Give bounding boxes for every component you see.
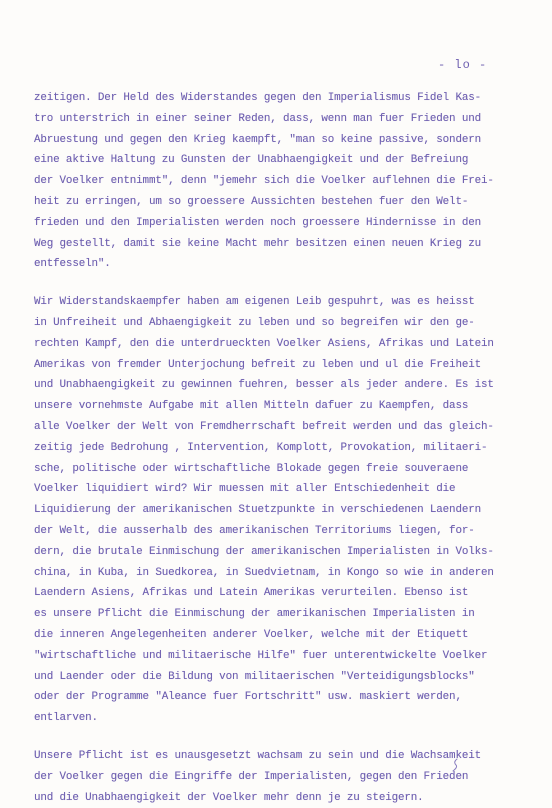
text-line: der Welt, die ausserhalb des amerikanischen Territoriums liegen, for- bbox=[34, 521, 539, 542]
text-line: Abruestung und gegen den Krieg kaempft, "man so keine passive, sondern bbox=[34, 130, 539, 151]
text-line: dern, die brutale Einmischung der amerikanischen Imperialisten in Volks- bbox=[34, 542, 539, 563]
text-line: Voelker liquidiert wird? Wir muessen mit aller Entschiedenheit die bbox=[34, 479, 539, 500]
text-line: Weg gestellt, damit sie keine Macht mehr besitzen einen neuen Krieg zu bbox=[34, 234, 539, 255]
text-line: entfesseln". bbox=[34, 254, 539, 275]
text-line: in Unfreiheit und Abhaengigkeit zu leben und so begreifen wir den ge- bbox=[34, 313, 539, 334]
text-line: der Voelker gegen die Eingriffe der Imperialisten, gegen den Frieden bbox=[34, 767, 539, 788]
text-line: und die Unabhaengigkeit der Voelker mehr denn je zu steigern. bbox=[34, 788, 539, 808]
text-line: Wir Widerstandskaempfer haben am eigenen Leib gespuhrt, was es heisst bbox=[34, 292, 539, 313]
text-line: unsere vornehmste Aufgabe mit allen Mitteln dafuer zu Kaempfen, dass bbox=[34, 396, 539, 417]
text-line: es unsere Pflicht die Einmischung der amerikanischen Imperialisten in bbox=[34, 604, 539, 625]
text-line: alle Voelker der Welt von Fremdherrschaft befreit werden und das gleich- bbox=[34, 417, 539, 438]
text-line: sche, politische oder wirtschaftliche Blokade gegen freie souveraene bbox=[34, 459, 539, 480]
text-line: Liquidierung der amerikanischen Stuetzpunkte in verschiedenen Laendern bbox=[34, 500, 539, 521]
text-line: entlarven. bbox=[34, 708, 539, 729]
text-line: oder der Programme "Aleance fuer Fortschritt" usw. maskiert werden, bbox=[34, 687, 539, 708]
text-line: die inneren Angelegenheiten anderer Voelker, welche mit der Etiquett bbox=[34, 625, 539, 646]
pen-mark-icon bbox=[450, 758, 460, 772]
text-line: rechten Kampf, den die unterdrueckten Voelker Asiens, Afrikas und Latein bbox=[34, 334, 539, 355]
text-line: und Unabhaengigkeit zu gewinnen fuehren, besser als jeder andere. Es ist bbox=[34, 375, 539, 396]
text-line: und Laender oder die Bildung von militaerischen "Verteidigungsblocks" bbox=[34, 667, 539, 688]
body-text bbox=[34, 88, 539, 808]
text-line: Amerikas von fremder Unterjochung befreit zu leben und ul die Freiheit bbox=[34, 355, 539, 376]
paragraph-1 bbox=[34, 88, 539, 275]
text-line: "wirtschaftliche und militaerische Hilfe" fuer unterentwickelte Voelker bbox=[34, 646, 539, 667]
text-line: Laendern Asiens, Afrikas und Latein Amerikas verurteilen. Ebenso ist bbox=[34, 583, 539, 604]
text-line: der Voelker entnimmt", denn "jemehr sich die Voelker auflehnen die Frei- bbox=[34, 171, 539, 192]
text-line: zeitig jede Bedrohung , Intervention, Komplott, Provokation, militaeri- bbox=[34, 438, 539, 459]
text-line: Unsere Pflicht ist es unausgesetzt wachsam zu sein und die Wachsamkeit bbox=[34, 746, 539, 767]
text-line: heit zu erringen, um so groessere Aussichten bestehen fuer den Welt- bbox=[34, 192, 539, 213]
text-line: eine aktive Haltung zu Gunsten der Unabhaengigkeit und der Befreiung bbox=[34, 150, 539, 171]
text-line: china, in Kuba, in Suedkorea, in Suedvietnam, in Kongo so wie in anderen bbox=[34, 563, 539, 584]
text-line: frieden und den Imperialisten werden noch groessere Hindernisse in den bbox=[34, 213, 539, 234]
text-line: tro unterstrich in einer seiner Reden, dass, wenn man fuer Frieden und bbox=[34, 109, 539, 130]
paragraph-2 bbox=[34, 292, 539, 729]
paragraph-3 bbox=[34, 746, 539, 808]
page-number: - lo - bbox=[438, 58, 487, 72]
text-line: zeitigen. Der Held des Widerstandes gegen den Imperialismus Fidel Kas- bbox=[34, 88, 539, 109]
